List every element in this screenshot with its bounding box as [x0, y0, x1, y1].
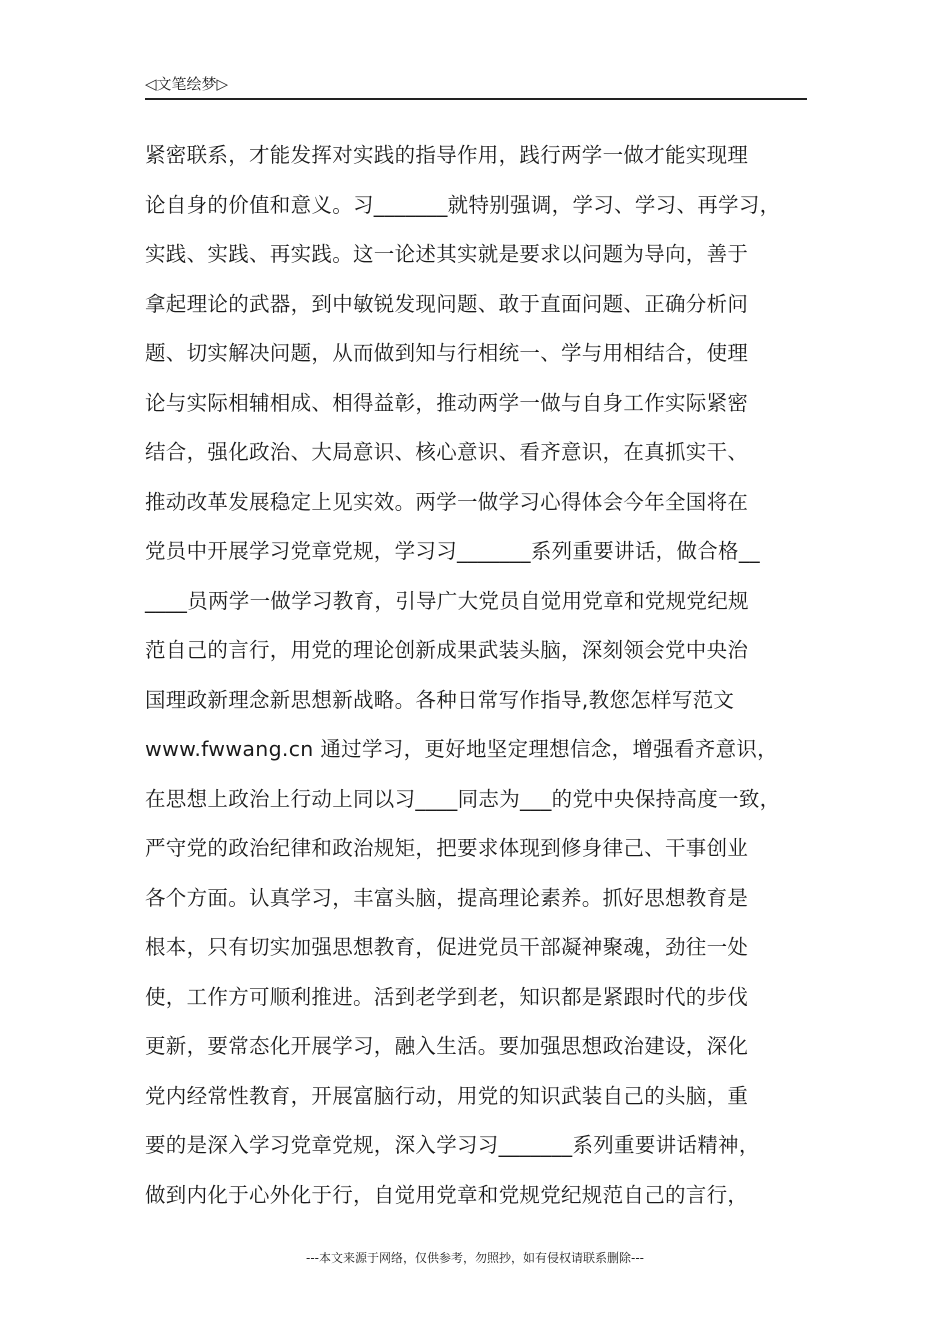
- body-line: 在思想上政治上行动上同以习____同志为___的党中央保持高度一致，: [145, 786, 781, 811]
- body-line: ____员两学一做学习教育，引导广大党员自觉用党章和党规党纪规: [145, 588, 749, 613]
- body-line: 论自身的价值和意义。习_______就特别强调，学习、学习、再学习，: [145, 192, 781, 217]
- body-line: 范自己的言行，用党的理论创新成果武装头脑，深刻领会党中央治: [145, 638, 749, 662]
- body-line: 党员中开展学习党章党规，学习习_______系列重要讲话，做合格__: [145, 539, 760, 563]
- page-footer: ---本文来源于网络，仅供参考，勿照抄，如有侵权请联系删除---: [306, 1251, 644, 1265]
- body-line: 国理政新理念新思想新战略。各种日常写作指导,教您怎样写范文: [145, 687, 735, 712]
- body-line: 论与实际相辅相成、相得益彰，推动两学一做与自身工作实际紧密: [145, 390, 749, 415]
- body-line: 紧密联系，才能发挥对实践的指导作用，践行两学一做才能实现理: [145, 143, 749, 167]
- body-line: 要的是深入学习党章党规，深入学习习_______系列重要讲话精神，: [145, 1133, 760, 1157]
- document-body: [145, 131, 825, 1220]
- body-line: www.fwwang.cn 通过学习，更好地坚定理想信念，增强看齐意识，: [145, 737, 778, 761]
- page-header: [145, 74, 807, 100]
- body-line: 根本，只有切实加强思想教育，促进党员干部凝神聚魂，劲往一处: [145, 935, 749, 959]
- body-line: 各个方面。认真学习，丰富头脑，提高理论素养。抓好思想教育是: [145, 885, 749, 910]
- body-line: 严守党的政治纪律和政治规矩，把要求体现到修身律己、干事创业: [145, 836, 749, 860]
- body-line: 结合，强化政治、大局意识、核心意识、看齐意识，在真抓实干、: [145, 440, 749, 464]
- body-line: 实践、实践、再实践。这一论述其实就是要求以问题为导向，善于: [145, 242, 749, 266]
- body-line: 做到内化于心外化于行，自觉用党章和党规党纪规范自己的言行，: [145, 1182, 749, 1207]
- body-line: 使，工作方可顺利推进。活到老学到老，知识都是紧跟时代的步伐: [145, 984, 749, 1009]
- body-line: 党内经常性教育，开展富脑行动，用党的知识武装自己的头脑，重: [145, 1083, 749, 1108]
- body-line: 推动改革发展稳定上见实效。两学一做学习心得体会今年全国将在: [145, 489, 749, 514]
- body-line: 题、切实解决问题，从而做到知与行相统一、学与用相结合，使理: [145, 341, 749, 365]
- body-line: 拿起理论的武器，到中敏锐发现问题、敢于直面问题、正确分析问: [145, 291, 749, 316]
- body-line: 更新，要常态化开展学习，融入生活。要加强思想政治建设，深化: [145, 1034, 749, 1058]
- header-title: ◁文笔绘梦▷: [145, 75, 229, 93]
